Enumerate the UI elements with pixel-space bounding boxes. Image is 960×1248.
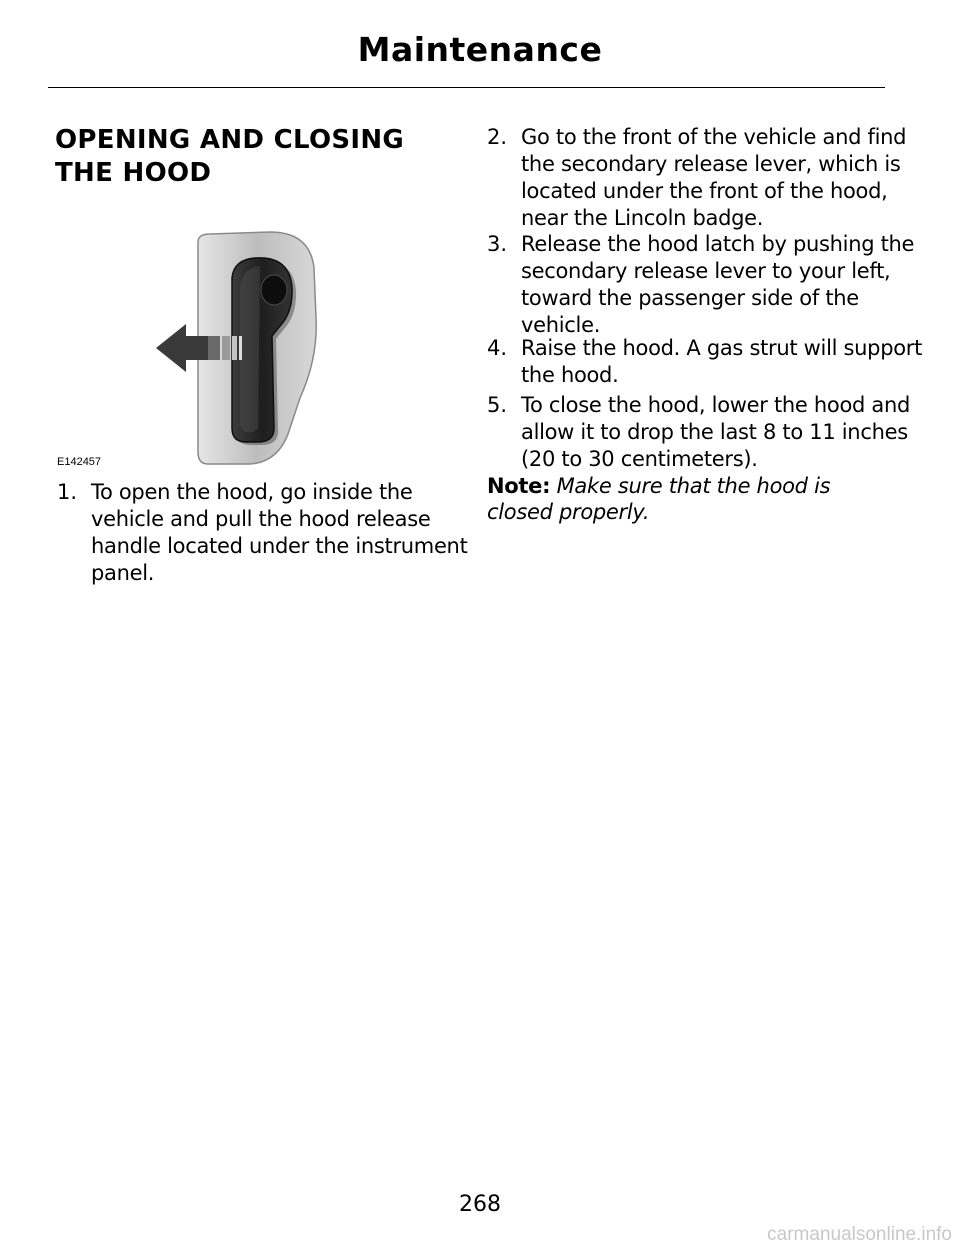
- hood-release-handle-illustration: [150, 228, 330, 468]
- step-1: [57, 479, 491, 587]
- step-3-text: Release the hood latch by pushing the secondary release lever to your left, toward the passenger side of the vehicle.: [521, 232, 915, 337]
- note: [487, 473, 877, 525]
- section-heading-line-2: THE HOOD: [55, 158, 212, 188]
- step-2-text: Go to the front of the vehicle and find the secondary release lever, which is located under the front of the hood, near the Lincoln badge.: [521, 125, 907, 230]
- watermark: carmanualsonline.info: [767, 1224, 952, 1245]
- step-5: [487, 392, 936, 473]
- figure-code: E142457: [57, 456, 102, 468]
- step-3: [487, 231, 936, 339]
- step-5-text: To close the hood, lower the hood and allow it to drop the last 8 to 11 inches (20 to 30 centimeters).: [521, 393, 911, 471]
- step-2: [487, 124, 936, 232]
- page-header-title: Maintenance: [357, 30, 603, 69]
- step-5-number: 5.: [487, 393, 508, 417]
- step-4-number: 4.: [487, 336, 508, 360]
- step-1-text: To open the hood, go inside the vehicle and pull the hood release handle located under the instrument panel.: [91, 480, 468, 585]
- note-text: Make sure that the hood is closed properly.: [487, 474, 831, 524]
- step-2-number: 2.: [487, 125, 508, 149]
- step-4-text: Raise the hood. A gas strut will support the hood.: [521, 336, 923, 387]
- header-divider: [48, 87, 885, 88]
- handle-grip-hole: [261, 275, 287, 305]
- section-heading-line-1: OPENING AND CLOSING: [55, 125, 405, 155]
- step-1-number: 1.: [57, 480, 78, 504]
- note-label: Note:: [487, 474, 551, 498]
- step-4: [487, 335, 936, 389]
- section-heading: [55, 124, 455, 190]
- step-3-number: 3.: [487, 232, 508, 256]
- page-number: 268: [459, 1192, 501, 1217]
